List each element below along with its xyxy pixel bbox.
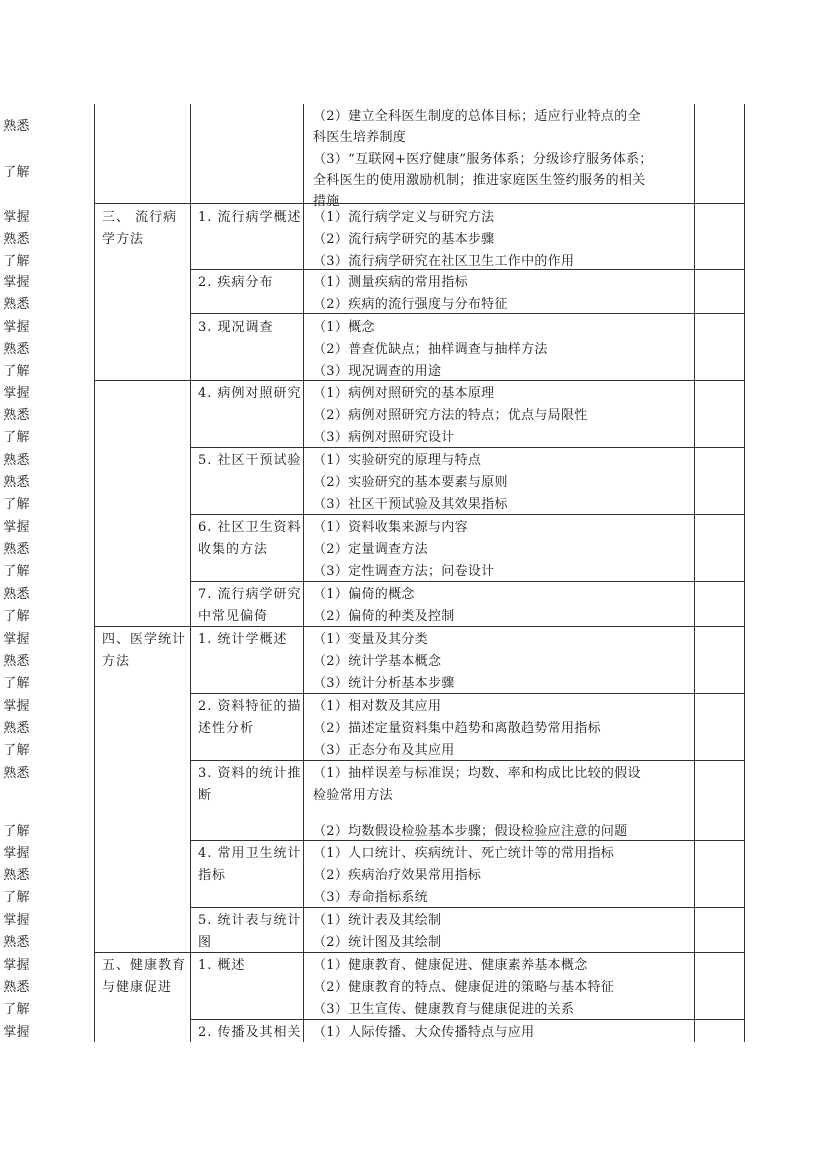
content-item-text: （1）测量疾病的常用指标 [313, 275, 468, 290]
level-badge: 熟悉 [3, 980, 30, 995]
column-divider-unit [303, 104, 304, 1042]
level-badge: 掌握 [3, 1025, 30, 1040]
continued-content-text: （2）建立全科医生制度的总体目标；适应行业特点的全 [313, 109, 641, 124]
content-item-text: （3）定性调查方法；问卷设计 [313, 564, 495, 579]
unit-row-divider [190, 907, 745, 908]
table-border-left [94, 104, 95, 1042]
level-badge: 熟悉 [3, 935, 30, 950]
level-badge: 掌握 [3, 210, 30, 225]
content-item-text: （2）病例对照研究方法的特点；优点与局限性 [313, 408, 588, 423]
content-item-text: （3）社区干预试验及其效果指标 [313, 497, 508, 512]
unit-title: 1. 统计学概述 [198, 632, 288, 647]
content-item-text: （1）抽样误差与标准误；均数、率和构成比比较的假设 [313, 766, 641, 781]
level-badge: 熟悉 [3, 654, 30, 669]
unit-title: 述性分析 [198, 721, 255, 736]
content-item-text: （2）流行病学研究的基本步骤 [313, 232, 495, 247]
column-divider-content [694, 104, 695, 1042]
content-item-text: （3）统计分析基本步骤 [313, 676, 455, 691]
content-item-text: （1）统计表及其绘制 [313, 913, 442, 928]
level-badge: 了解 [3, 824, 30, 839]
unit-row-divider [190, 760, 745, 761]
content-item-text: （2）疾病的流行强度与分布特征 [313, 297, 508, 312]
level-badge: 掌握 [3, 320, 30, 335]
level-badge: 掌握 [3, 913, 30, 928]
level-badge: 熟悉 [3, 232, 30, 247]
content-item-text: （3）寿命指标系统 [313, 890, 428, 905]
content-item-text: （3）流行病学研究在社区卫生工作中的作用 [313, 254, 575, 269]
level-badge: 了解 [3, 564, 30, 579]
level-badge: 熟悉 [3, 721, 30, 736]
content-item-text: （2）偏倚的种类及控制 [313, 609, 455, 624]
unit-row-divider [190, 447, 745, 448]
level-badge: 了解 [3, 676, 30, 691]
unit-title: 指标 [198, 868, 227, 883]
unit-title: 3. 资料的统计推 [198, 766, 302, 781]
content-item-text: 检验常用方法 [313, 788, 393, 803]
content-item-text: （1）资料收集来源与内容 [313, 520, 468, 535]
unit-row-divider [190, 693, 745, 694]
section-title: 与健康促进 [102, 980, 173, 995]
level-badge: 了解 [3, 165, 30, 180]
level-badge: 熟悉 [3, 542, 30, 557]
section-title: 四、医学统计 [102, 632, 187, 647]
level-badge: 了解 [3, 430, 30, 445]
section-title: 方法 [102, 654, 131, 669]
column-divider-section [190, 104, 191, 1042]
content-item-text: （1）流行病学定义与研究方法 [313, 210, 495, 225]
content-item-text: （2）定量调查方法 [313, 542, 428, 557]
section-title: 五、健康教育 [102, 958, 187, 973]
level-badge: 掌握 [3, 275, 30, 290]
unit-title: 4. 常用卫生统计 [198, 846, 302, 861]
content-item-text: （1）变量及其分类 [313, 632, 428, 647]
unit-title: 6. 社区卫生资料 [198, 520, 302, 535]
content-item-text: （1）人口统计、疾病统计、死亡统计等的常用指标 [313, 846, 615, 861]
level-badge: 了解 [3, 254, 30, 269]
content-item-text: （3）卫生宣传、健康教育与健康促进的关系 [313, 1002, 575, 1017]
unit-title: 2. 疾病分布 [198, 275, 274, 290]
content-item-text: （1）概念 [313, 320, 375, 335]
unit-title: 图 [198, 935, 213, 950]
level-badge: 掌握 [3, 632, 30, 647]
level-badge: 熟悉 [3, 342, 30, 357]
unit-title: 收集的方法 [198, 542, 269, 557]
unit-title: 2. 资料特征的描 [198, 699, 302, 714]
content-item-text: （2）实验研究的基本要素与原则 [313, 475, 508, 490]
unit-title: 2. 传播及其相关 [198, 1025, 302, 1040]
level-badge: 熟悉 [3, 587, 30, 602]
level-badge: 熟悉 [3, 119, 30, 134]
level-badge: 了解 [3, 890, 30, 905]
content-item-text: （2）统计学基本概念 [313, 654, 442, 669]
content-item-text: （2）描述定量资料集中趋势和离散趋势常用指标 [313, 721, 601, 736]
level-badge: 了解 [3, 1002, 30, 1017]
continued-content-text: 科医生培养制度 [313, 130, 407, 145]
content-item-text: （3）病例对照研究设计 [313, 430, 455, 445]
content-item-text: （2）疾病治疗效果常用指标 [313, 868, 482, 883]
unit-title: 中常见偏倚 [198, 609, 269, 624]
section-row-divider [94, 203, 745, 204]
level-badge: 熟悉 [3, 453, 30, 468]
unit-title: 断 [198, 788, 213, 803]
continued-content-text: 全科医生的使用激励机制；推进家庭医生签约服务的相关 [313, 173, 646, 188]
level-badge: 熟悉 [3, 297, 30, 312]
content-item-text: （3）现况调查的用途 [313, 364, 442, 379]
level-badge: 熟悉 [3, 408, 30, 423]
content-item-text: （1）病例对照研究的基本原理 [313, 386, 495, 401]
content-item-text: （1）相对数及其应用 [313, 699, 442, 714]
content-item-text: （1）健康教育、健康促进、健康素养基本概念 [313, 958, 588, 973]
unit-title: 5. 社区干预试验 [198, 453, 302, 468]
level-badge: 掌握 [3, 958, 30, 973]
level-badge: 熟悉 [3, 766, 30, 781]
unit-title: 5. 统计表与统计 [198, 913, 302, 928]
content-item-text: （2）统计图及其绘制 [313, 935, 442, 950]
content-item-text: （3）正态分布及其应用 [313, 743, 455, 758]
table-border-right [744, 104, 745, 1042]
unit-title: 3. 现况调查 [198, 320, 274, 335]
level-badge: 掌握 [3, 386, 30, 401]
continued-content-text: （3）“互联网+医疗健康”服务体系；分级诊疗服务体系； [313, 152, 653, 167]
level-badge: 了解 [3, 364, 30, 379]
section-title: 三、 流行病 [102, 210, 178, 225]
content-item-text: （1）人际传播、大众传播特点与应用 [313, 1025, 535, 1040]
unit-title: 7. 流行病学研究 [198, 587, 302, 602]
section-title: 学方法 [102, 232, 145, 247]
level-badge: 熟悉 [3, 868, 30, 883]
unit-title: 1. 流行病学概述 [198, 210, 302, 225]
level-badge: 掌握 [3, 520, 30, 535]
level-badge: 了解 [3, 743, 30, 758]
continued-content-text: 措施 [313, 194, 340, 209]
unit-title: 1. 概述 [198, 958, 246, 973]
content-item-text: （2）健康教育的特点、健康促进的策略与基本特征 [313, 980, 615, 995]
content-item-text: （2）均数假设检验基本步骤；假设检验应注意的问题 [313, 824, 628, 839]
unit-title: 4. 病例对照研究 [198, 386, 302, 401]
level-badge: 熟悉 [3, 475, 30, 490]
level-badge: 掌握 [3, 699, 30, 714]
level-badge: 了解 [3, 497, 30, 512]
level-badge: 掌握 [3, 846, 30, 861]
content-item-text: （2）普查优缺点；抽样调查与抽样方法 [313, 342, 548, 357]
content-item-text: （1）偏倚的概念 [313, 587, 415, 602]
content-item-text: （1）实验研究的原理与特点 [313, 453, 482, 468]
level-badge: 了解 [3, 609, 30, 624]
